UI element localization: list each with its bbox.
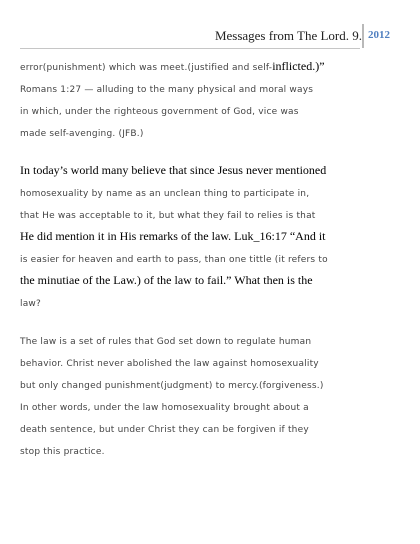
text-line (20, 57, 380, 79)
paragraph-gap (20, 315, 380, 331)
document-body (20, 57, 380, 463)
paragraph (20, 57, 380, 145)
header-rule (20, 48, 360, 49)
page-header (0, 28, 420, 50)
text-segment: law? (20, 299, 41, 309)
text-line (20, 293, 380, 315)
text-segment: in which, under the righteous government of God, vice was (20, 107, 299, 117)
text-segment: Romans 1:27 — alluding to the many physical and moral ways (20, 85, 314, 95)
text-line (20, 271, 380, 293)
text-line (20, 331, 380, 353)
paragraph-gap (20, 145, 380, 161)
text-line (20, 419, 380, 441)
header-title: Messages from The Lord. 9. (214, 28, 362, 43)
text-segment: He did mention it in His remarks of the law. Luk_16:17 “And it (20, 229, 326, 243)
text-segment: inflicted.)” (272, 59, 325, 73)
text-segment: death sentence, but under Christ they can be forgiven if they (20, 425, 309, 435)
text-line (20, 161, 380, 183)
text-line (20, 227, 380, 249)
text-segment: made self-avenging. (JFB.) (20, 129, 144, 139)
text-line (20, 353, 380, 375)
text-segment: stop this practice. (20, 447, 105, 457)
header-divider (362, 24, 364, 48)
text-segment: the minutiae of the Law.) of the law to fail.” What then is the (20, 273, 313, 287)
text-line (20, 249, 380, 271)
text-segment: error(punishment) which was meet.(justified and self- (20, 63, 273, 73)
text-line (20, 441, 380, 463)
paragraph (20, 331, 380, 463)
text-segment: In today’s world many believe that since Jesus never mentioned (20, 163, 327, 177)
text-line (20, 101, 380, 123)
text-line (20, 397, 380, 419)
text-segment: is easier for heaven and earth to pass, than one tittle (it refers to (20, 255, 328, 265)
text-segment: behavior. Christ never abolished the law against homosexuality (20, 359, 319, 369)
text-segment: but only changed punishment(judgment) to mercy.(forgiveness.) (20, 381, 324, 391)
text-line (20, 183, 380, 205)
paragraph (20, 161, 380, 315)
text-line (20, 79, 380, 101)
header-year: 2012 (368, 29, 390, 41)
text-segment: The law is a set of rules that God set down to regulate human (20, 337, 312, 347)
text-segment: homosexuality by name as an unclean thing to participate in, (20, 189, 310, 199)
text-segment: that He was acceptable to it, but what they fail to relies is that (20, 211, 316, 221)
text-line (20, 205, 380, 227)
text-line (20, 123, 380, 145)
text-segment: In other words, under the law homosexuality brought about a (20, 403, 309, 413)
text-line (20, 375, 380, 397)
